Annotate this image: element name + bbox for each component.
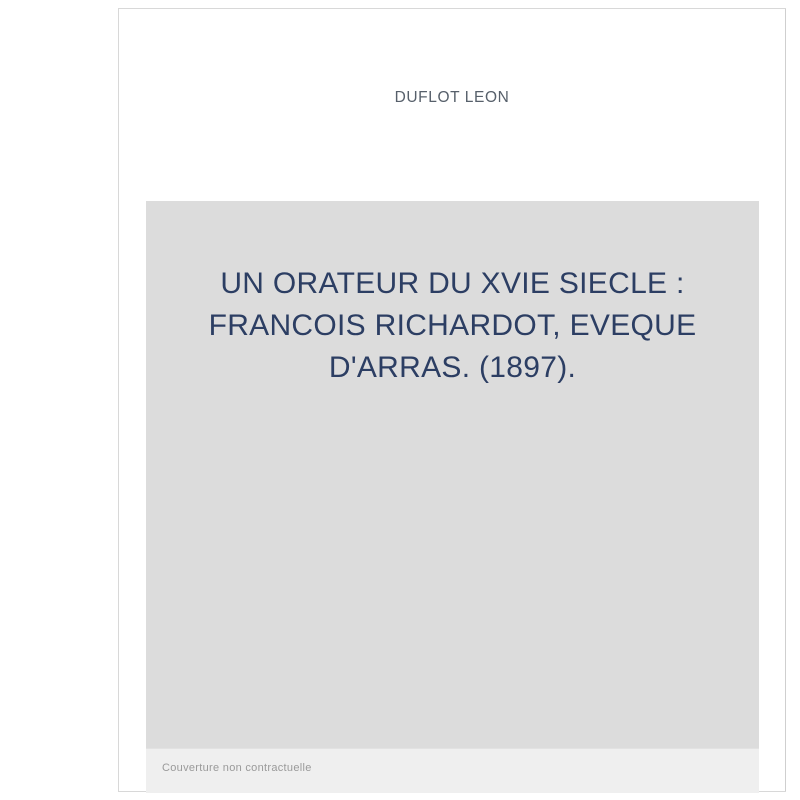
cover-footer-note: Couverture non contractuelle (162, 762, 312, 774)
cover-footer-band (146, 748, 759, 793)
cover-author: DUFLOT LEON (394, 89, 510, 106)
book-cover-sheet (118, 8, 786, 792)
cover-title: UN ORATEUR DU XVIE SIECLE : FRANCOIS RICHARDOT, EVEQUE D'ARRAS. (1897). (208, 267, 697, 384)
page-left-margin (0, 0, 118, 800)
cover-title-panel (146, 201, 759, 748)
